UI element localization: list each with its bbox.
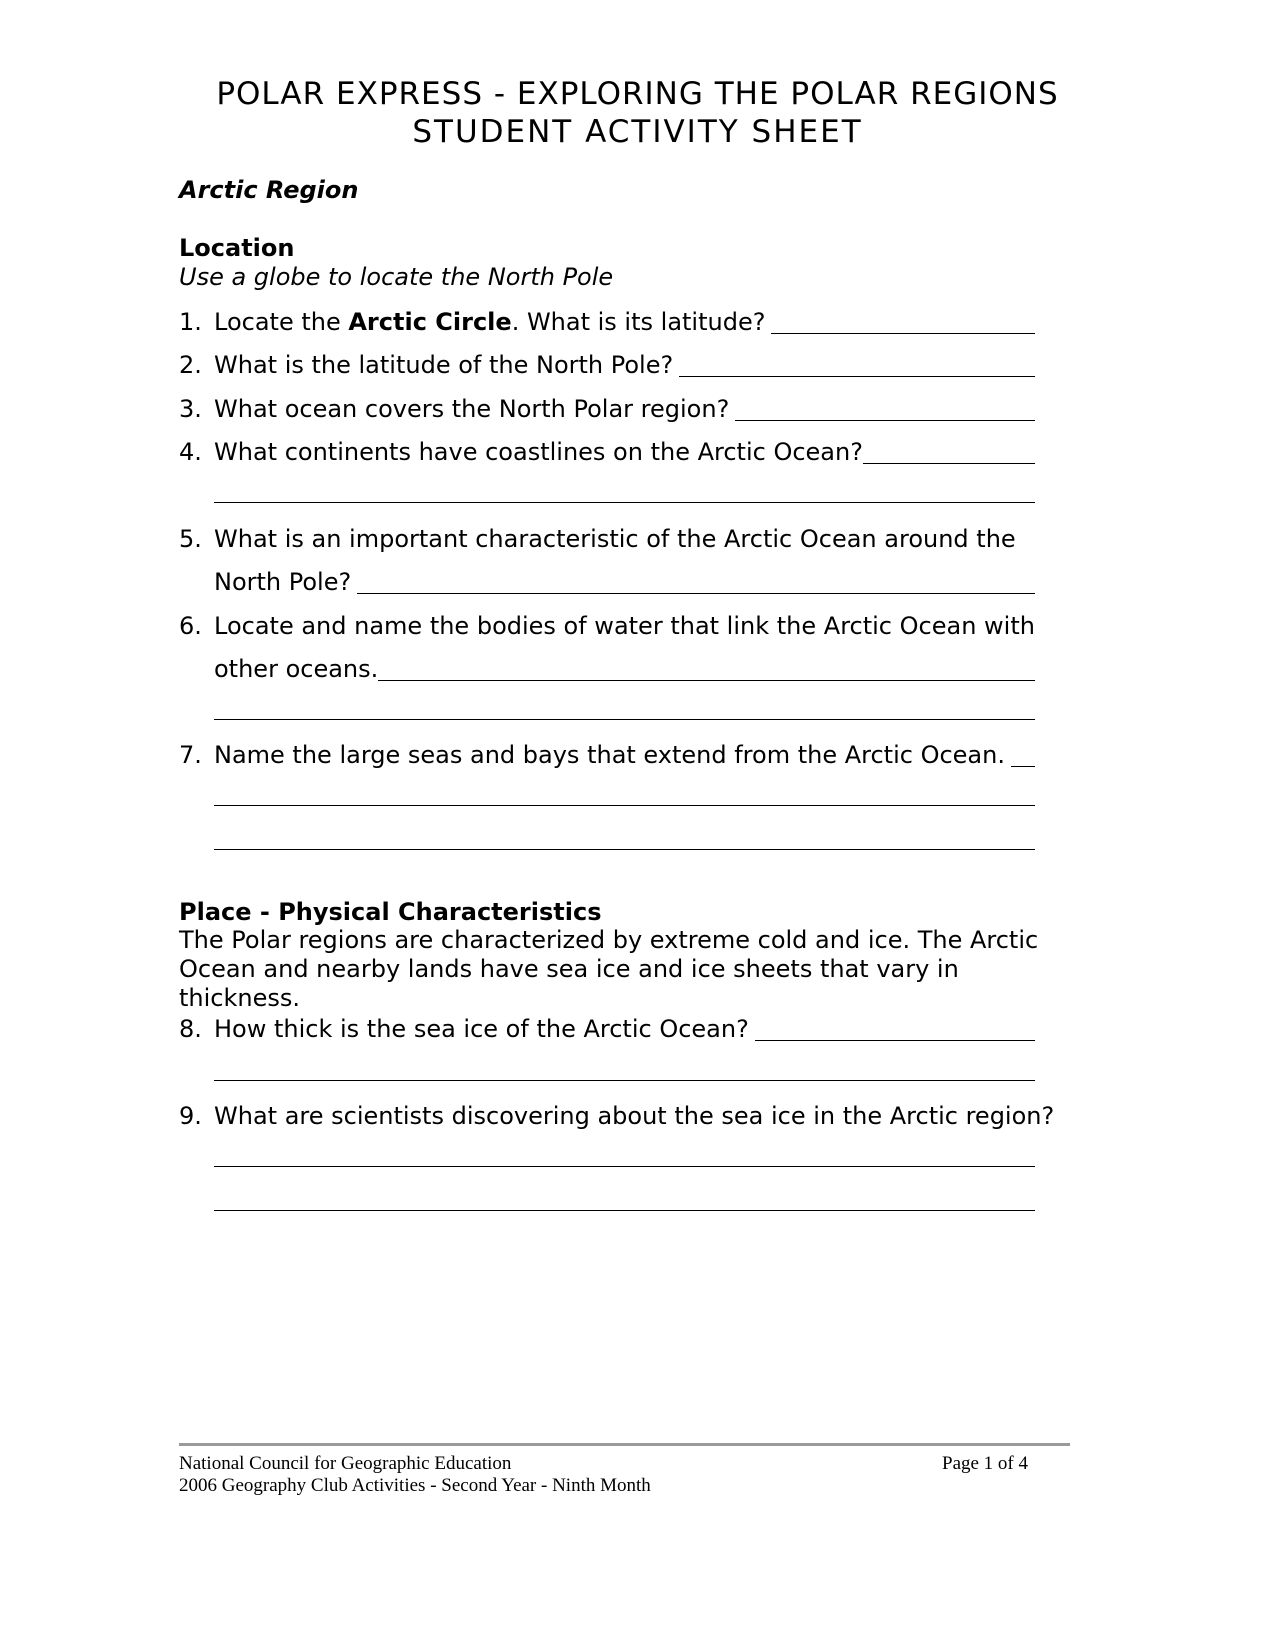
section-heading-arctic-region: Arctic Region [179, 176, 359, 204]
question-number: 1. [179, 308, 202, 336]
question-4 [179, 435, 1035, 467]
question-text-continued: North Pole? [214, 568, 352, 596]
question-9 [179, 1099, 1055, 1131]
question-text: What continents have coastlines on the Arctic Ocean? [214, 438, 863, 466]
footer-organization: National Council for Geographic Education [179, 1453, 512, 1474]
document-subtitle: STUDENT ACTIVITY SHEET [412, 114, 863, 150]
question-number: 6. [179, 612, 202, 640]
section-paragraph: The Polar regions are characterized by extreme cold and ice. The Arctic Ocean and nearby lands have sea ice and ice sheets that vary in thickness. [179, 926, 1039, 1012]
answer-line-6b[interactable] [214, 719, 1035, 720]
question-8 [179, 1012, 1035, 1044]
question-text: Locate and name the bodies of water that link the Arctic Ocean with [214, 612, 1035, 640]
answer-blank-3[interactable] [735, 396, 1035, 421]
question-6 [179, 609, 1035, 641]
answer-line-4b[interactable] [214, 502, 1035, 503]
question-number: 9. [179, 1102, 202, 1130]
question-text: How thick is the sea ice of the Arctic Ocean? [214, 1015, 749, 1043]
footer-series: 2006 Geography Club Activities - Second Year - Ninth Month [179, 1475, 651, 1496]
footer-divider [179, 1443, 1070, 1446]
question-2 [179, 348, 1035, 380]
question-text: What is the latitude of the North Pole? [214, 351, 674, 379]
question-5 [179, 522, 1035, 554]
document-title: POLAR EXPRESS - EXPLORING THE POLAR REGIONS [216, 76, 1059, 112]
question-number: 2. [179, 351, 202, 379]
question-text: Locate the Arctic Circle. What is its latitude? [214, 308, 766, 336]
answer-blank-6[interactable] [378, 656, 1035, 681]
answer-blank-5[interactable] [357, 569, 1035, 594]
footer-page-number: Page 1 of 4 [942, 1453, 1029, 1474]
question-number: 5. [179, 525, 202, 553]
question-text: What ocean covers the North Polar region? [214, 395, 730, 423]
instruction-text: Use a globe to locate the North Pole [179, 263, 614, 291]
answer-line-9a[interactable] [214, 1166, 1035, 1167]
answer-blank-8[interactable] [755, 1016, 1035, 1041]
question-6-continued [214, 652, 1035, 684]
answer-blank-2[interactable] [679, 352, 1035, 377]
answer-line-7c[interactable] [214, 849, 1035, 850]
question-3 [179, 392, 1035, 424]
section-heading-place: Place - Physical Characteristics [179, 898, 602, 926]
question-number: 8. [179, 1015, 202, 1043]
question-1 [179, 305, 1035, 337]
answer-line-8b[interactable] [214, 1080, 1035, 1081]
answer-blank-4[interactable] [863, 439, 1035, 464]
answer-line-7b[interactable] [214, 805, 1035, 806]
answer-blank-1[interactable] [771, 309, 1035, 334]
question-number: 3. [179, 395, 202, 423]
question-number: 4. [179, 438, 202, 466]
subheading-location: Location [179, 234, 295, 262]
question-5-continued [214, 565, 1035, 597]
answer-line-9b[interactable] [214, 1210, 1035, 1211]
question-text: What are scientists discovering about the sea ice in the Arctic region? [214, 1102, 1055, 1130]
question-number: 7. [179, 741, 202, 769]
answer-blank-7[interactable] [1011, 742, 1035, 767]
question-text-continued: other oceans. [214, 655, 379, 683]
question-text: Name the large seas and bays that extend from the Arctic Ocean. [214, 741, 1005, 769]
question-text: What is an important characteristic of the Arctic Ocean around the [214, 525, 1016, 553]
question-7 [179, 738, 1035, 770]
